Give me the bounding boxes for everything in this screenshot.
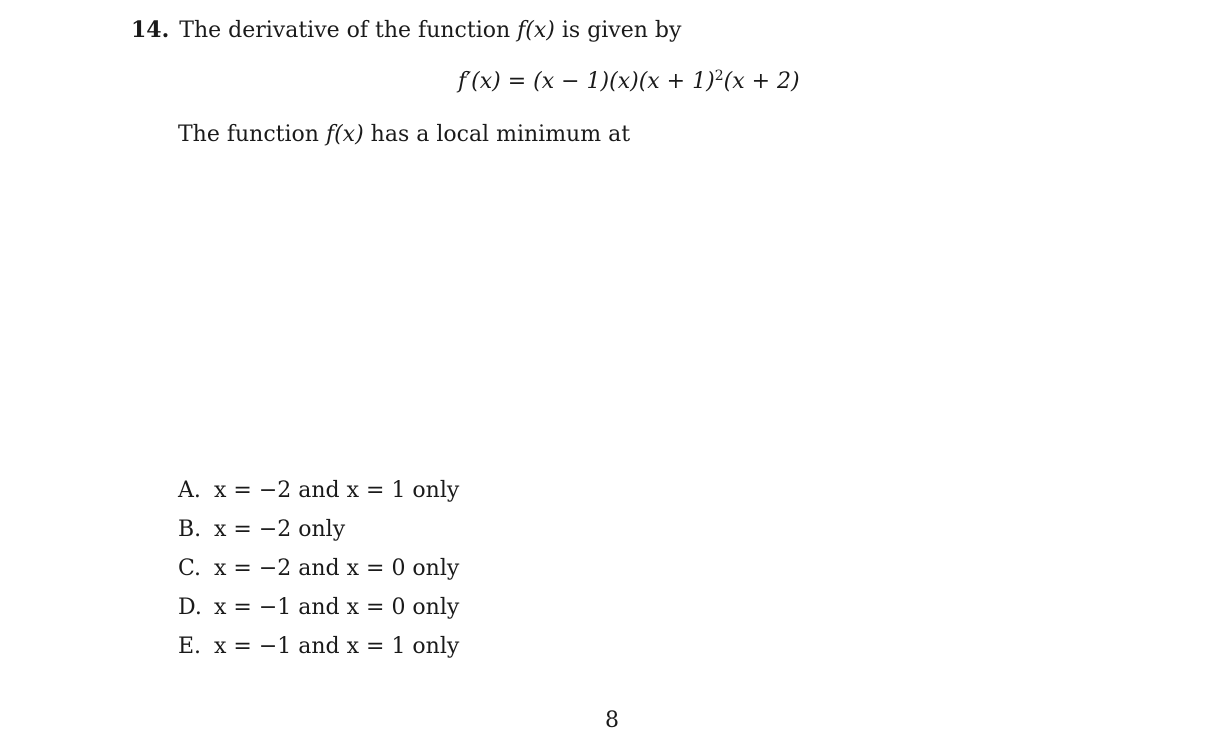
question-intro-text: The derivative of the function: [179, 18, 518, 43]
choice-a[interactable]: [178, 475, 459, 514]
choice-letter: E.: [178, 634, 202, 659]
choice-text: x = −1 and x = 0 only: [214, 595, 460, 620]
stem-function-symbol: f(x): [325, 122, 364, 147]
formula-exponent: 2: [714, 68, 724, 84]
derivative-formula: [458, 66, 800, 98]
choice-text: x = −2 only: [214, 517, 346, 542]
answer-choices: [178, 475, 459, 670]
choice-text: x = −1 and x = 1 only: [214, 634, 460, 659]
question-intro-text-end: is given by: [554, 18, 682, 43]
choice-e[interactable]: [178, 631, 459, 670]
choice-b[interactable]: [178, 514, 459, 553]
choice-letter: B.: [178, 517, 202, 542]
stem-text-end: has a local minimum at: [363, 122, 631, 147]
choice-letter: C.: [178, 556, 202, 581]
question-intro: [131, 14, 681, 47]
choice-letter: D.: [178, 595, 202, 620]
choice-letter: A.: [178, 478, 201, 503]
question-number: 14.: [131, 17, 170, 43]
formula-lhs: f′(x) = (x − 1)(x)(x + 1): [458, 69, 715, 94]
function-symbol: f(x): [517, 18, 555, 43]
question-stem: [178, 119, 630, 151]
stem-text: The function: [178, 122, 326, 147]
choice-text: x = −2 and x = 0 only: [214, 556, 460, 581]
choice-d[interactable]: [178, 592, 459, 631]
page-number: 8: [605, 708, 619, 733]
formula-rhs: (x + 2): [723, 69, 800, 94]
choice-text: x = −2 and x = 1 only: [214, 478, 460, 503]
choice-c[interactable]: [178, 553, 459, 592]
